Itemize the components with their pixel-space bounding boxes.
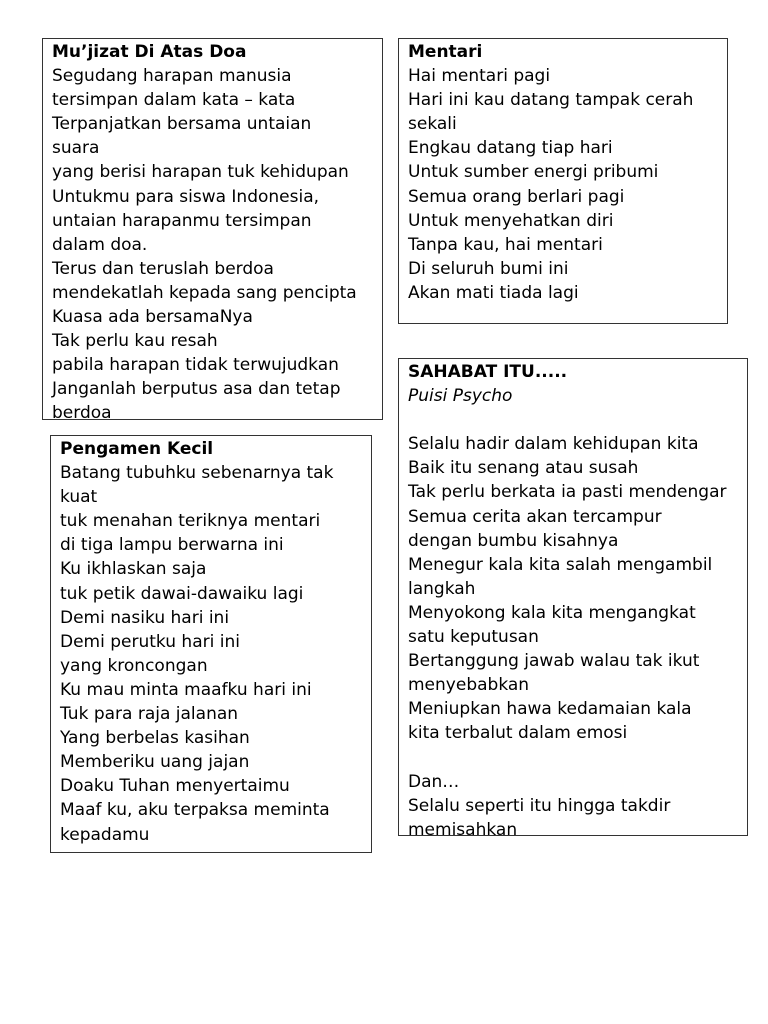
poem-line: Untukmu para siswa Indonesia,: [52, 186, 320, 207]
poem-line: Dan…: [408, 771, 460, 792]
poem-line: menyebabkan: [408, 675, 530, 696]
poem-line: yang kroncongan: [60, 655, 208, 676]
poem-line: berdoa: [52, 403, 112, 420]
poem-line: Bertanggung jawab walau tak ikut: [408, 651, 700, 672]
poem-line: Menegur kala kita salah mengambil: [408, 554, 713, 575]
poem-line: Terus dan teruslah berdoa: [52, 258, 274, 279]
poem-card-mentari: [398, 38, 728, 324]
poem-line: Demi nasiku hari ini: [60, 607, 230, 628]
poem-title: SAHABAT ITU.....: [408, 362, 568, 382]
poem-line: Doaku Tuhan menyertaimu: [60, 776, 290, 797]
poem-line: Akan mati tiada lagi: [408, 282, 579, 303]
poem-line: tuk petik dawai-dawaiku lagi: [60, 583, 304, 604]
poem-line: Batang tubuhku sebenarnya tak: [60, 463, 334, 484]
poem-body: [52, 64, 373, 420]
poem-line: kita terbalut dalam emosi: [408, 723, 628, 744]
poem-line: untaian harapanmu tersimpan: [52, 210, 312, 231]
poem-line: tersimpan dalam kata – kata: [52, 90, 296, 111]
poem-title: Mentari: [408, 42, 483, 62]
poem-line: [408, 408, 738, 432]
poem-line: Janganlah berputus asa dan tetap: [52, 379, 341, 400]
poem-line: Engkau datang tiap hari: [408, 138, 613, 159]
poem-card-sahabat: [398, 358, 748, 836]
poem-line: [408, 746, 738, 770]
poem-line: Segudang harapan manusia: [52, 66, 292, 87]
poem-line: Tak perlu berkata ia pasti mendengar: [408, 482, 727, 503]
poem-line: Tak perlu kau resah: [52, 331, 218, 352]
poem-line: Selalu seperti itu hingga takdir: [408, 795, 671, 816]
poem-line: kepadamu: [60, 824, 150, 845]
poem-line: Memberiku uang jajan: [60, 752, 250, 773]
poem-line: Ku ikhlaskan saja: [60, 559, 207, 580]
poem-line: Meniupkan hawa kedamaian kala: [408, 699, 692, 720]
poem-line: sekali: [408, 114, 457, 135]
poem-line: mendekatlah kepada sang pencipta: [52, 282, 357, 303]
poem-body: [408, 408, 738, 836]
poem-line: Demi perutku hari ini: [60, 631, 240, 652]
poem-line: di tiga lampu berwarna ini: [60, 535, 284, 556]
poem-line: memisahkan: [408, 819, 518, 836]
poem-line: Kuasa ada bersamaNya: [52, 307, 253, 328]
poem-line: yang berisi harapan tuk kehidupan: [52, 162, 349, 183]
poem-line: Untuk sumber energi pribumi: [408, 162, 659, 183]
poem-card-mujizat: [42, 38, 383, 420]
poem-line: tuk menahan teriknya mentari: [60, 511, 321, 532]
poem-card-pengamen: [50, 435, 372, 853]
poem-line: suara: [52, 138, 100, 159]
poem-line: langkah: [408, 578, 476, 599]
poem-body: [408, 64, 718, 305]
poem-line: Semua orang berlari pagi: [408, 186, 625, 207]
poem-title: Mu’jizat Di Atas Doa: [52, 42, 247, 62]
poem-line: Untuk menyehatkan diri: [408, 210, 614, 231]
poem-line: pabila harapan tidak terwujudkan: [52, 355, 339, 376]
poem-line: Tanpa kau, hai mentari: [408, 234, 603, 255]
poem-line: Maaf ku, aku terpaksa meminta: [60, 800, 330, 821]
poem-body: [60, 461, 362, 847]
poem-line: Selalu hadir dalam kehidupan kita: [408, 434, 699, 455]
poem-line: satu keputusan: [408, 627, 539, 648]
poem-line: Di seluruh bumi ini: [408, 258, 569, 279]
poem-line: Hari ini kau datang tampak cerah: [408, 90, 694, 111]
poem-line: dengan bumbu kisahnya: [408, 530, 619, 551]
poem-line: Baik itu senang atau susah: [408, 458, 639, 479]
poem-line: Semua cerita akan tercampur: [408, 506, 662, 527]
poem-line: Tuk para raja jalanan: [60, 704, 239, 725]
poem-author: Puisi Psycho: [408, 386, 513, 407]
poem-line: Menyokong kala kita mengangkat: [408, 602, 696, 623]
poem-line: Ku mau minta maafku hari ini: [60, 679, 312, 700]
poem-line: Hai mentari pagi: [408, 66, 551, 87]
poem-line: Yang berbelas kasihan: [60, 728, 250, 749]
poem-line: kuat: [60, 487, 98, 508]
poem-line: dalam doa.: [52, 234, 148, 255]
poem-title: Pengamen Kecil: [60, 439, 214, 459]
poem-line: Terpanjatkan bersama untaian: [52, 114, 312, 135]
